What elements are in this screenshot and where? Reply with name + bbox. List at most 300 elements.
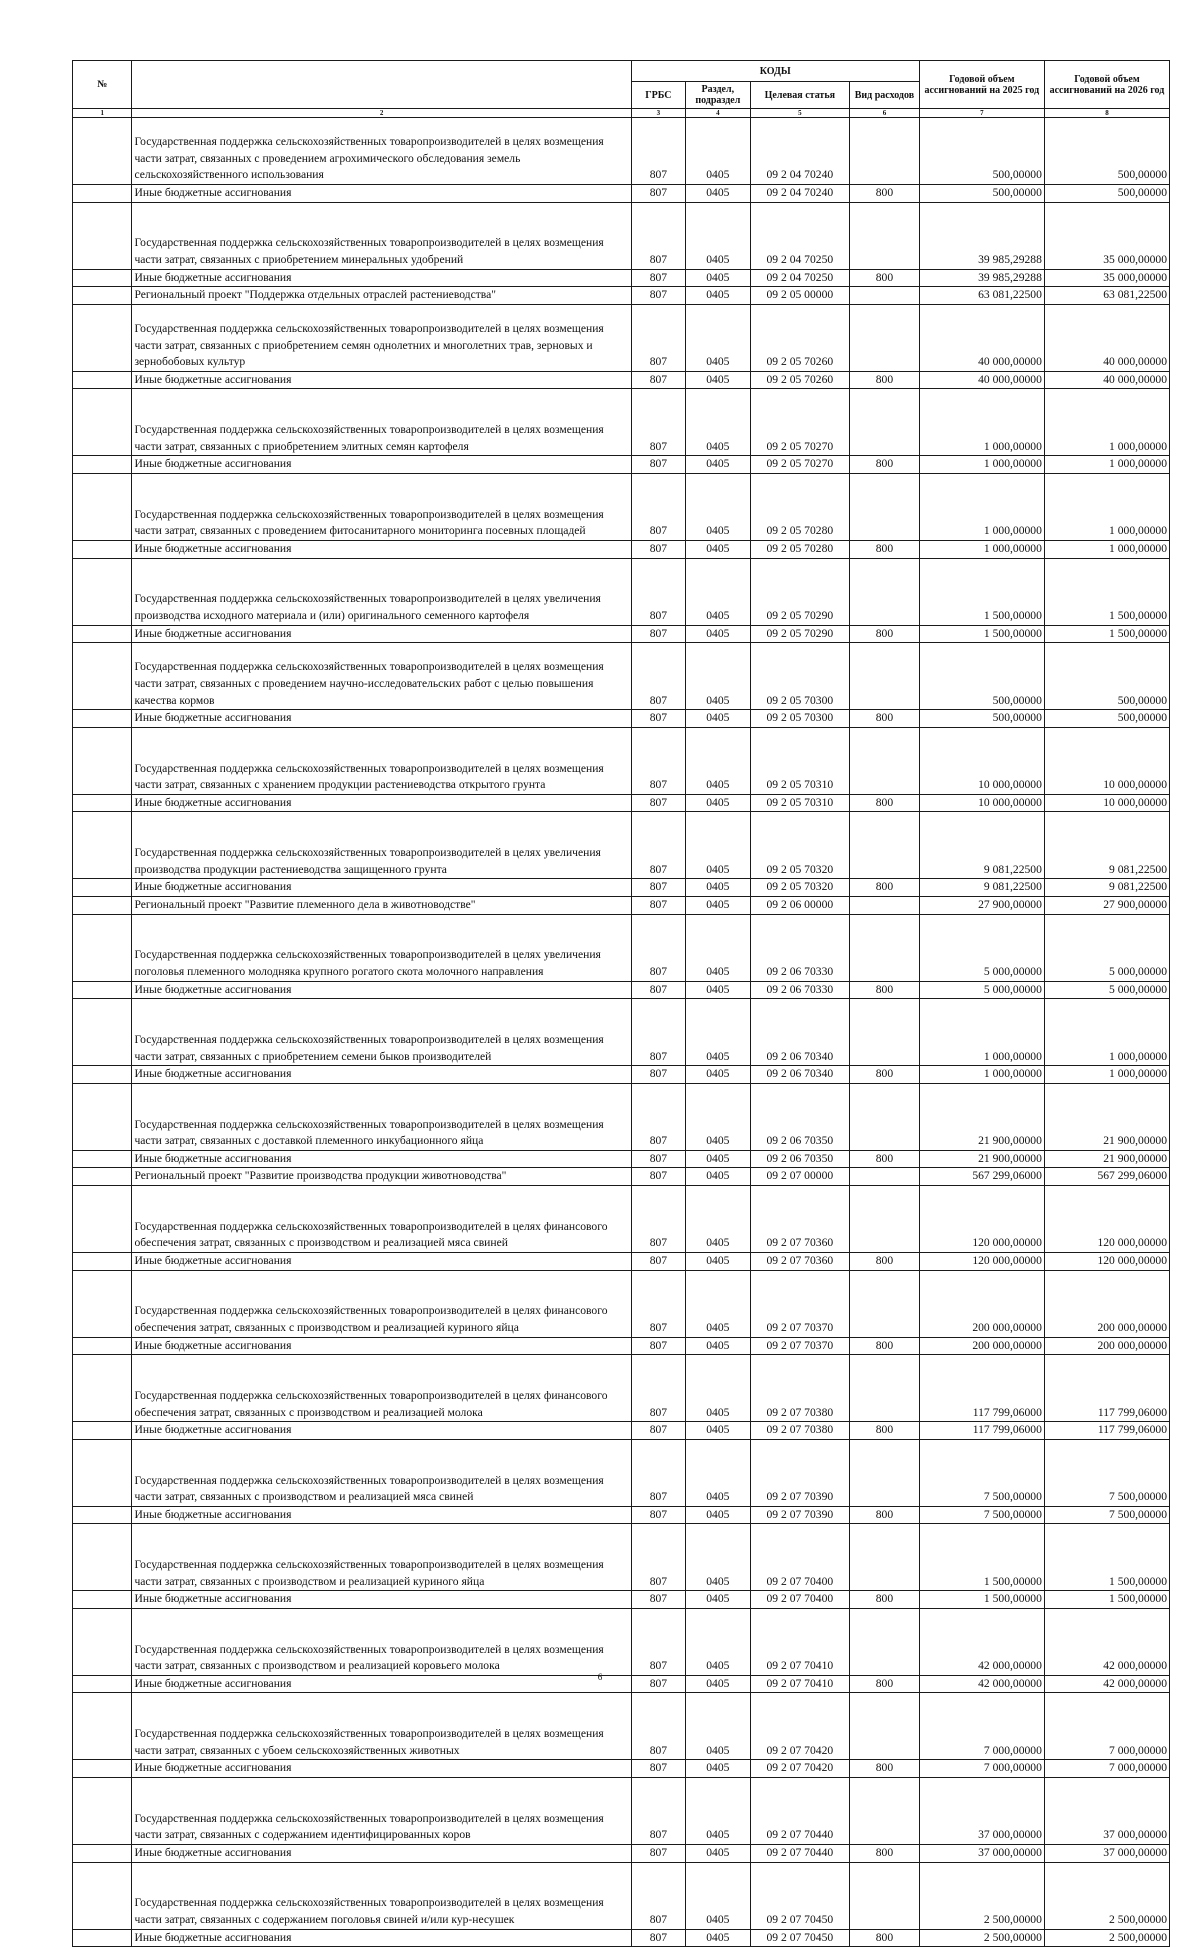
row-expense-type bbox=[850, 1439, 920, 1506]
row-amount-2025: 63 081,22500 bbox=[919, 287, 1044, 305]
table-row bbox=[73, 269, 1170, 287]
row-name: Государственная поддержка сельскохозяйственных товаропроизводителей в целях возмещения части затрат, связанных с хранением продукции растениеводства открытого грунта bbox=[132, 727, 631, 794]
row-amount-2025: 200 000,00000 bbox=[919, 1270, 1044, 1337]
row-expense-type bbox=[850, 896, 920, 914]
row-number bbox=[73, 269, 132, 287]
row-grbs: 807 bbox=[631, 727, 685, 794]
row-amount-2025: 5 000,00000 bbox=[919, 981, 1044, 999]
row-amount-2025: 10 000,00000 bbox=[919, 794, 1044, 812]
row-amount-2026: 1 000,00000 bbox=[1044, 389, 1169, 456]
row-target-article: 09 2 07 70380 bbox=[750, 1422, 849, 1440]
row-grbs: 807 bbox=[631, 1422, 685, 1440]
row-amount-2026: 1 000,00000 bbox=[1044, 1066, 1169, 1084]
row-number bbox=[73, 185, 132, 203]
row-amount-2025: 117 799,06000 bbox=[919, 1355, 1044, 1422]
table-row bbox=[73, 1355, 1170, 1422]
row-number bbox=[73, 1355, 132, 1422]
row-number bbox=[73, 304, 132, 371]
row-amount-2025: 10 000,00000 bbox=[919, 727, 1044, 794]
table-row bbox=[73, 287, 1170, 305]
row-name: Государственная поддержка сельскохозяйственных товаропроизводителей в целях возмещения части затрат, связанных с приобретением минеральных удобрений bbox=[132, 202, 631, 269]
row-grbs: 807 bbox=[631, 185, 685, 203]
table-row bbox=[73, 1693, 1170, 1760]
row-name: Иные бюджетные ассигнования bbox=[132, 794, 631, 812]
row-amount-2025: 39 985,29288 bbox=[919, 269, 1044, 287]
row-target-article: 09 2 05 70270 bbox=[750, 389, 849, 456]
row-amount-2026: 2 500,00000 bbox=[1044, 1929, 1169, 1947]
row-target-article: 09 2 07 70390 bbox=[750, 1506, 849, 1524]
row-name: Государственная поддержка сельскохозяйственных товаропроизводителей в целях возмещения части затрат, связанных с приобретением семян однолетних и многолетних трав, зерновых и зернобобовых культур bbox=[132, 304, 631, 371]
column-number: 7 bbox=[919, 109, 1044, 118]
table-row bbox=[73, 185, 1170, 203]
row-amount-2026: 7 000,00000 bbox=[1044, 1693, 1169, 1760]
table-row bbox=[73, 118, 1170, 185]
header-target-article: Целевая статья bbox=[750, 82, 849, 109]
row-amount-2026: 120 000,00000 bbox=[1044, 1185, 1169, 1252]
row-section: 0405 bbox=[686, 1675, 751, 1693]
row-number bbox=[73, 710, 132, 728]
row-target-article: 09 2 06 70350 bbox=[750, 1083, 849, 1150]
row-section: 0405 bbox=[686, 625, 751, 643]
row-amount-2026: 40 000,00000 bbox=[1044, 371, 1169, 389]
row-amount-2025: 1 000,00000 bbox=[919, 389, 1044, 456]
row-name: Региональный проект "Поддержка отдельных отраслей растениеводства" bbox=[132, 287, 631, 305]
row-grbs: 807 bbox=[631, 269, 685, 287]
row-number bbox=[73, 1066, 132, 1084]
row-name: Иные бюджетные ассигнования bbox=[132, 1066, 631, 1084]
row-section: 0405 bbox=[686, 1337, 751, 1355]
row-amount-2025: 120 000,00000 bbox=[919, 1252, 1044, 1270]
row-amount-2026: 200 000,00000 bbox=[1044, 1270, 1169, 1337]
row-section: 0405 bbox=[686, 540, 751, 558]
row-number bbox=[73, 287, 132, 305]
table-row bbox=[73, 558, 1170, 625]
row-amount-2026: 9 081,22500 bbox=[1044, 812, 1169, 879]
row-expense-type bbox=[850, 558, 920, 625]
table-row bbox=[73, 1150, 1170, 1168]
header-name bbox=[132, 61, 631, 109]
row-section: 0405 bbox=[686, 1168, 751, 1186]
row-expense-type bbox=[850, 1270, 920, 1337]
row-section: 0405 bbox=[686, 1845, 751, 1863]
row-target-article: 09 2 07 70420 bbox=[750, 1760, 849, 1778]
row-grbs: 807 bbox=[631, 981, 685, 999]
table-row bbox=[73, 1439, 1170, 1506]
row-amount-2026: 35 000,00000 bbox=[1044, 202, 1169, 269]
table-row bbox=[73, 1252, 1170, 1270]
row-expense-type: 800 bbox=[850, 710, 920, 728]
row-amount-2026: 1 500,00000 bbox=[1044, 625, 1169, 643]
row-section: 0405 bbox=[686, 879, 751, 897]
row-section: 0405 bbox=[686, 371, 751, 389]
row-amount-2025: 117 799,06000 bbox=[919, 1422, 1044, 1440]
row-amount-2025: 5 000,00000 bbox=[919, 914, 1044, 981]
header-expense-type: Вид расходов bbox=[850, 82, 920, 109]
row-expense-type bbox=[850, 1693, 920, 1760]
table-row bbox=[73, 625, 1170, 643]
row-section: 0405 bbox=[686, 1422, 751, 1440]
row-target-article: 09 2 05 70280 bbox=[750, 540, 849, 558]
row-grbs: 807 bbox=[631, 1355, 685, 1422]
row-number bbox=[73, 1506, 132, 1524]
row-name: Иные бюджетные ассигнования bbox=[132, 269, 631, 287]
row-name: Государственная поддержка сельскохозяйственных товаропроизводителей в целях финансового обеспечения затрат, связанных с производством и реализацией куриного яйца bbox=[132, 1270, 631, 1337]
row-expense-type: 800 bbox=[850, 1506, 920, 1524]
row-section: 0405 bbox=[686, 1083, 751, 1150]
column-number: 1 bbox=[73, 109, 132, 118]
row-section: 0405 bbox=[686, 1929, 751, 1947]
row-amount-2025: 7 500,00000 bbox=[919, 1506, 1044, 1524]
row-target-article: 09 2 07 70360 bbox=[750, 1185, 849, 1252]
row-target-article: 09 2 07 70440 bbox=[750, 1778, 849, 1845]
row-amount-2025: 2 500,00000 bbox=[919, 1862, 1044, 1929]
row-target-article: 09 2 05 70310 bbox=[750, 727, 849, 794]
row-grbs: 807 bbox=[631, 540, 685, 558]
row-section: 0405 bbox=[686, 1778, 751, 1845]
row-grbs: 807 bbox=[631, 1185, 685, 1252]
row-number bbox=[73, 389, 132, 456]
row-amount-2026: 117 799,06000 bbox=[1044, 1422, 1169, 1440]
row-number bbox=[73, 1760, 132, 1778]
row-grbs: 807 bbox=[631, 879, 685, 897]
row-target-article: 09 2 07 70410 bbox=[750, 1608, 849, 1675]
table-row bbox=[73, 1608, 1170, 1675]
row-name: Государственная поддержка сельскохозяйственных товаропроизводителей в целях возмещения части затрат, связанных с доставкой племенного инкубационного яйца bbox=[132, 1083, 631, 1150]
row-expense-type bbox=[850, 473, 920, 540]
row-amount-2025: 1 000,00000 bbox=[919, 456, 1044, 474]
row-grbs: 807 bbox=[631, 558, 685, 625]
row-grbs: 807 bbox=[631, 1845, 685, 1863]
row-grbs: 807 bbox=[631, 710, 685, 728]
column-number-row bbox=[73, 109, 1170, 118]
row-expense-type: 800 bbox=[850, 794, 920, 812]
row-section: 0405 bbox=[686, 999, 751, 1066]
table-row bbox=[73, 999, 1170, 1066]
row-number bbox=[73, 1185, 132, 1252]
row-amount-2025: 40 000,00000 bbox=[919, 304, 1044, 371]
row-grbs: 807 bbox=[631, 118, 685, 185]
row-amount-2025: 500,00000 bbox=[919, 710, 1044, 728]
row-amount-2025: 200 000,00000 bbox=[919, 1337, 1044, 1355]
header-grbs: ГРБС bbox=[631, 82, 685, 109]
row-amount-2026: 117 799,06000 bbox=[1044, 1355, 1169, 1422]
row-name: Иные бюджетные ассигнования bbox=[132, 185, 631, 203]
column-number: 5 bbox=[750, 109, 849, 118]
row-section: 0405 bbox=[686, 1591, 751, 1609]
row-grbs: 807 bbox=[631, 1778, 685, 1845]
row-section: 0405 bbox=[686, 981, 751, 999]
row-name: Региональный проект "Развитие производства продукции животноводства" bbox=[132, 1168, 631, 1186]
row-section: 0405 bbox=[686, 812, 751, 879]
row-grbs: 807 bbox=[631, 1760, 685, 1778]
row-target-article: 09 2 05 00000 bbox=[750, 287, 849, 305]
table-row bbox=[73, 1083, 1170, 1150]
table-row bbox=[73, 473, 1170, 540]
row-number bbox=[73, 118, 132, 185]
row-section: 0405 bbox=[686, 710, 751, 728]
page-number: 6 bbox=[597, 1672, 603, 1682]
row-section: 0405 bbox=[686, 643, 751, 710]
row-amount-2025: 500,00000 bbox=[919, 643, 1044, 710]
row-name: Иные бюджетные ассигнования bbox=[132, 1591, 631, 1609]
row-number bbox=[73, 473, 132, 540]
row-number bbox=[73, 914, 132, 981]
table-row bbox=[73, 1506, 1170, 1524]
row-expense-type: 800 bbox=[850, 1422, 920, 1440]
row-amount-2026: 5 000,00000 bbox=[1044, 981, 1169, 999]
row-expense-type bbox=[850, 1862, 920, 1929]
row-section: 0405 bbox=[686, 473, 751, 540]
row-expense-type bbox=[850, 1355, 920, 1422]
row-name: Иные бюджетные ассигнования bbox=[132, 981, 631, 999]
row-grbs: 807 bbox=[631, 896, 685, 914]
row-name: Государственная поддержка сельскохозяйственных товаропроизводителей в целях возмещения части затрат, связанных с проведением агрохимического обследования земель сельскохозяйственного использования bbox=[132, 118, 631, 185]
row-grbs: 807 bbox=[631, 202, 685, 269]
row-amount-2026: 27 900,00000 bbox=[1044, 896, 1169, 914]
row-name: Иные бюджетные ассигнования bbox=[132, 456, 631, 474]
row-name: Государственная поддержка сельскохозяйственных товаропроизводителей в целях возмещения части затрат, связанных с содержанием идентифицированных коров bbox=[132, 1778, 631, 1845]
row-target-article: 09 2 05 70300 bbox=[750, 643, 849, 710]
row-amount-2026: 21 900,00000 bbox=[1044, 1150, 1169, 1168]
row-name: Иные бюджетные ассигнования bbox=[132, 371, 631, 389]
row-section: 0405 bbox=[686, 304, 751, 371]
row-name: Иные бюджетные ассигнования bbox=[132, 1675, 631, 1693]
row-expense-type: 800 bbox=[850, 1845, 920, 1863]
row-expense-type: 800 bbox=[850, 1150, 920, 1168]
row-number bbox=[73, 1591, 132, 1609]
row-amount-2026: 1 500,00000 bbox=[1044, 1591, 1169, 1609]
table-row bbox=[73, 1270, 1170, 1337]
row-expense-type: 800 bbox=[850, 1066, 920, 1084]
column-number: 2 bbox=[132, 109, 631, 118]
row-grbs: 807 bbox=[631, 1337, 685, 1355]
row-amount-2025: 1 000,00000 bbox=[919, 473, 1044, 540]
row-amount-2025: 1 500,00000 bbox=[919, 1524, 1044, 1591]
row-expense-type: 800 bbox=[850, 1252, 920, 1270]
row-number bbox=[73, 540, 132, 558]
row-amount-2025: 1 000,00000 bbox=[919, 1066, 1044, 1084]
row-amount-2025: 500,00000 bbox=[919, 185, 1044, 203]
row-grbs: 807 bbox=[631, 643, 685, 710]
row-number bbox=[73, 1862, 132, 1929]
row-expense-type: 800 bbox=[850, 981, 920, 999]
row-number bbox=[73, 1168, 132, 1186]
row-section: 0405 bbox=[686, 1270, 751, 1337]
row-target-article: 09 2 04 70240 bbox=[750, 185, 849, 203]
row-amount-2026: 1 000,00000 bbox=[1044, 999, 1169, 1066]
row-amount-2026: 1 000,00000 bbox=[1044, 456, 1169, 474]
row-amount-2026: 42 000,00000 bbox=[1044, 1608, 1169, 1675]
row-name: Государственная поддержка сельскохозяйственных товаропроизводителей в целях возмещения части затрат, связанных с проведением научно-исследовательских работ с целью повышения качества кормов bbox=[132, 643, 631, 710]
row-amount-2026: 35 000,00000 bbox=[1044, 269, 1169, 287]
row-section: 0405 bbox=[686, 287, 751, 305]
row-target-article: 09 2 07 70410 bbox=[750, 1675, 849, 1693]
row-expense-type: 800 bbox=[850, 371, 920, 389]
row-target-article: 09 2 07 70400 bbox=[750, 1591, 849, 1609]
row-target-article: 09 2 05 70270 bbox=[750, 456, 849, 474]
row-expense-type bbox=[850, 643, 920, 710]
row-number bbox=[73, 1778, 132, 1845]
row-grbs: 807 bbox=[631, 1150, 685, 1168]
budget-allocation-table bbox=[72, 60, 1170, 1947]
row-name: Региональный проект "Развитие племенного дела в животноводстве" bbox=[132, 896, 631, 914]
row-name: Государственная поддержка сельскохозяйственных товаропроизводителей в целях возмещения части затрат, связанных с приобретением элитных семян картофеля bbox=[132, 389, 631, 456]
row-section: 0405 bbox=[686, 1506, 751, 1524]
column-number: 8 bbox=[1044, 109, 1169, 118]
row-amount-2026: 7 500,00000 bbox=[1044, 1439, 1169, 1506]
row-number bbox=[73, 202, 132, 269]
row-section: 0405 bbox=[686, 202, 751, 269]
row-expense-type: 800 bbox=[850, 625, 920, 643]
row-expense-type bbox=[850, 1778, 920, 1845]
row-name: Иные бюджетные ассигнования bbox=[132, 1337, 631, 1355]
row-name: Иные бюджетные ассигнования bbox=[132, 710, 631, 728]
row-name: Государственная поддержка сельскохозяйственных товаропроизводителей в целях возмещения части затрат, связанных с приобретением семени быков производителей bbox=[132, 999, 631, 1066]
row-amount-2026: 1 000,00000 bbox=[1044, 473, 1169, 540]
row-target-article: 09 2 05 70290 bbox=[750, 558, 849, 625]
table-row bbox=[73, 1862, 1170, 1929]
row-expense-type bbox=[850, 304, 920, 371]
row-amount-2026: 5 000,00000 bbox=[1044, 914, 1169, 981]
row-section: 0405 bbox=[686, 389, 751, 456]
row-amount-2026: 7 000,00000 bbox=[1044, 1760, 1169, 1778]
table-row bbox=[73, 1168, 1170, 1186]
row-number bbox=[73, 1270, 132, 1337]
table-row bbox=[73, 643, 1170, 710]
row-section: 0405 bbox=[686, 1693, 751, 1760]
column-number: 3 bbox=[631, 109, 685, 118]
table-header bbox=[73, 61, 1170, 118]
row-amount-2025: 7 000,00000 bbox=[919, 1693, 1044, 1760]
row-grbs: 807 bbox=[631, 389, 685, 456]
row-section: 0405 bbox=[686, 456, 751, 474]
row-section: 0405 bbox=[686, 1185, 751, 1252]
row-grbs: 807 bbox=[631, 1524, 685, 1591]
row-name: Государственная поддержка сельскохозяйственных товаропроизводителей в целях возмещения части затрат, связанных с убоем сельскохозяйственных животных bbox=[132, 1693, 631, 1760]
row-name: Государственная поддержка сельскохозяйственных товаропроизводителей в целях возмещения части затрат, связанных с производством и реализацией куриного яйца bbox=[132, 1524, 631, 1591]
row-expense-type bbox=[850, 389, 920, 456]
row-number bbox=[73, 981, 132, 999]
table-row bbox=[73, 1422, 1170, 1440]
row-expense-type bbox=[850, 1524, 920, 1591]
row-amount-2025: 40 000,00000 bbox=[919, 371, 1044, 389]
row-name: Иные бюджетные ассигнования bbox=[132, 1760, 631, 1778]
row-target-article: 09 2 05 70280 bbox=[750, 473, 849, 540]
row-amount-2025: 500,00000 bbox=[919, 118, 1044, 185]
row-name: Государственная поддержка сельскохозяйственных товаропроизводителей в целях увеличения производства исходного материала и (или) оригинального семенного картофеля bbox=[132, 558, 631, 625]
row-number bbox=[73, 1337, 132, 1355]
row-amount-2025: 42 000,00000 bbox=[919, 1675, 1044, 1693]
table-row bbox=[73, 1066, 1170, 1084]
table-row bbox=[73, 1337, 1170, 1355]
row-number bbox=[73, 1439, 132, 1506]
row-section: 0405 bbox=[686, 1862, 751, 1929]
row-section: 0405 bbox=[686, 118, 751, 185]
row-grbs: 807 bbox=[631, 1439, 685, 1506]
table-row bbox=[73, 1760, 1170, 1778]
row-target-article: 09 2 07 70360 bbox=[750, 1252, 849, 1270]
row-amount-2026: 500,00000 bbox=[1044, 643, 1169, 710]
row-section: 0405 bbox=[686, 1524, 751, 1591]
row-target-article: 09 2 07 70390 bbox=[750, 1439, 849, 1506]
row-grbs: 807 bbox=[631, 287, 685, 305]
row-amount-2025: 1 500,00000 bbox=[919, 1591, 1044, 1609]
row-section: 0405 bbox=[686, 794, 751, 812]
row-grbs: 807 bbox=[631, 625, 685, 643]
row-amount-2026: 120 000,00000 bbox=[1044, 1252, 1169, 1270]
row-section: 0405 bbox=[686, 185, 751, 203]
row-number bbox=[73, 1422, 132, 1440]
row-number bbox=[73, 558, 132, 625]
row-amount-2025: 2 500,00000 bbox=[919, 1929, 1044, 1947]
row-amount-2026: 37 000,00000 bbox=[1044, 1845, 1169, 1863]
row-grbs: 807 bbox=[631, 1252, 685, 1270]
row-amount-2026: 37 000,00000 bbox=[1044, 1778, 1169, 1845]
row-grbs: 807 bbox=[631, 371, 685, 389]
table-row bbox=[73, 710, 1170, 728]
row-grbs: 807 bbox=[631, 1066, 685, 1084]
table-row bbox=[73, 456, 1170, 474]
table-row bbox=[73, 540, 1170, 558]
row-name: Государственная поддержка сельскохозяйственных товаропроизводителей в целях возмещения части затрат, связанных с проведением фитосанитарного мониторинга посевных площадей bbox=[132, 473, 631, 540]
row-target-article: 09 2 04 70240 bbox=[750, 118, 849, 185]
row-target-article: 09 2 05 70310 bbox=[750, 794, 849, 812]
row-amount-2025: 1 000,00000 bbox=[919, 999, 1044, 1066]
row-expense-type bbox=[850, 287, 920, 305]
row-number bbox=[73, 896, 132, 914]
row-number bbox=[73, 1608, 132, 1675]
row-target-article: 09 2 06 70340 bbox=[750, 1066, 849, 1084]
column-number: 4 bbox=[686, 109, 751, 118]
row-number bbox=[73, 643, 132, 710]
row-target-article: 09 2 06 70330 bbox=[750, 914, 849, 981]
row-number bbox=[73, 1693, 132, 1760]
row-amount-2025: 9 081,22500 bbox=[919, 812, 1044, 879]
row-number bbox=[73, 999, 132, 1066]
row-expense-type: 800 bbox=[850, 879, 920, 897]
row-amount-2025: 7 500,00000 bbox=[919, 1439, 1044, 1506]
row-target-article: 09 2 07 70450 bbox=[750, 1862, 849, 1929]
table-row bbox=[73, 1778, 1170, 1845]
row-amount-2025: 42 000,00000 bbox=[919, 1608, 1044, 1675]
row-expense-type bbox=[850, 1083, 920, 1150]
row-section: 0405 bbox=[686, 914, 751, 981]
row-section: 0405 bbox=[686, 1150, 751, 1168]
row-grbs: 807 bbox=[631, 473, 685, 540]
row-expense-type: 800 bbox=[850, 456, 920, 474]
row-expense-type bbox=[850, 1168, 920, 1186]
header-volume-2026: Годовой объем ассигнований на 2026 год bbox=[1044, 61, 1169, 109]
row-target-article: 09 2 07 70440 bbox=[750, 1845, 849, 1863]
row-amount-2025: 21 900,00000 bbox=[919, 1083, 1044, 1150]
row-target-article: 09 2 06 00000 bbox=[750, 896, 849, 914]
row-amount-2026: 9 081,22500 bbox=[1044, 879, 1169, 897]
row-grbs: 807 bbox=[631, 914, 685, 981]
row-amount-2026: 1 500,00000 bbox=[1044, 1524, 1169, 1591]
table-row bbox=[73, 896, 1170, 914]
row-amount-2026: 42 000,00000 bbox=[1044, 1675, 1169, 1693]
row-amount-2026: 40 000,00000 bbox=[1044, 304, 1169, 371]
row-grbs: 807 bbox=[631, 456, 685, 474]
row-name: Иные бюджетные ассигнования bbox=[132, 1929, 631, 1947]
row-name: Государственная поддержка сельскохозяйственных товаропроизводителей в целях возмещения части затрат, связанных с производством и реализацией коровьего молока bbox=[132, 1608, 631, 1675]
row-grbs: 807 bbox=[631, 812, 685, 879]
column-number: 6 bbox=[850, 109, 920, 118]
row-amount-2026: 10 000,00000 bbox=[1044, 794, 1169, 812]
row-amount-2025: 120 000,00000 bbox=[919, 1185, 1044, 1252]
row-grbs: 807 bbox=[631, 1506, 685, 1524]
header-volume-2025: Годовой объем ассигнований на 2025 год bbox=[919, 61, 1044, 109]
